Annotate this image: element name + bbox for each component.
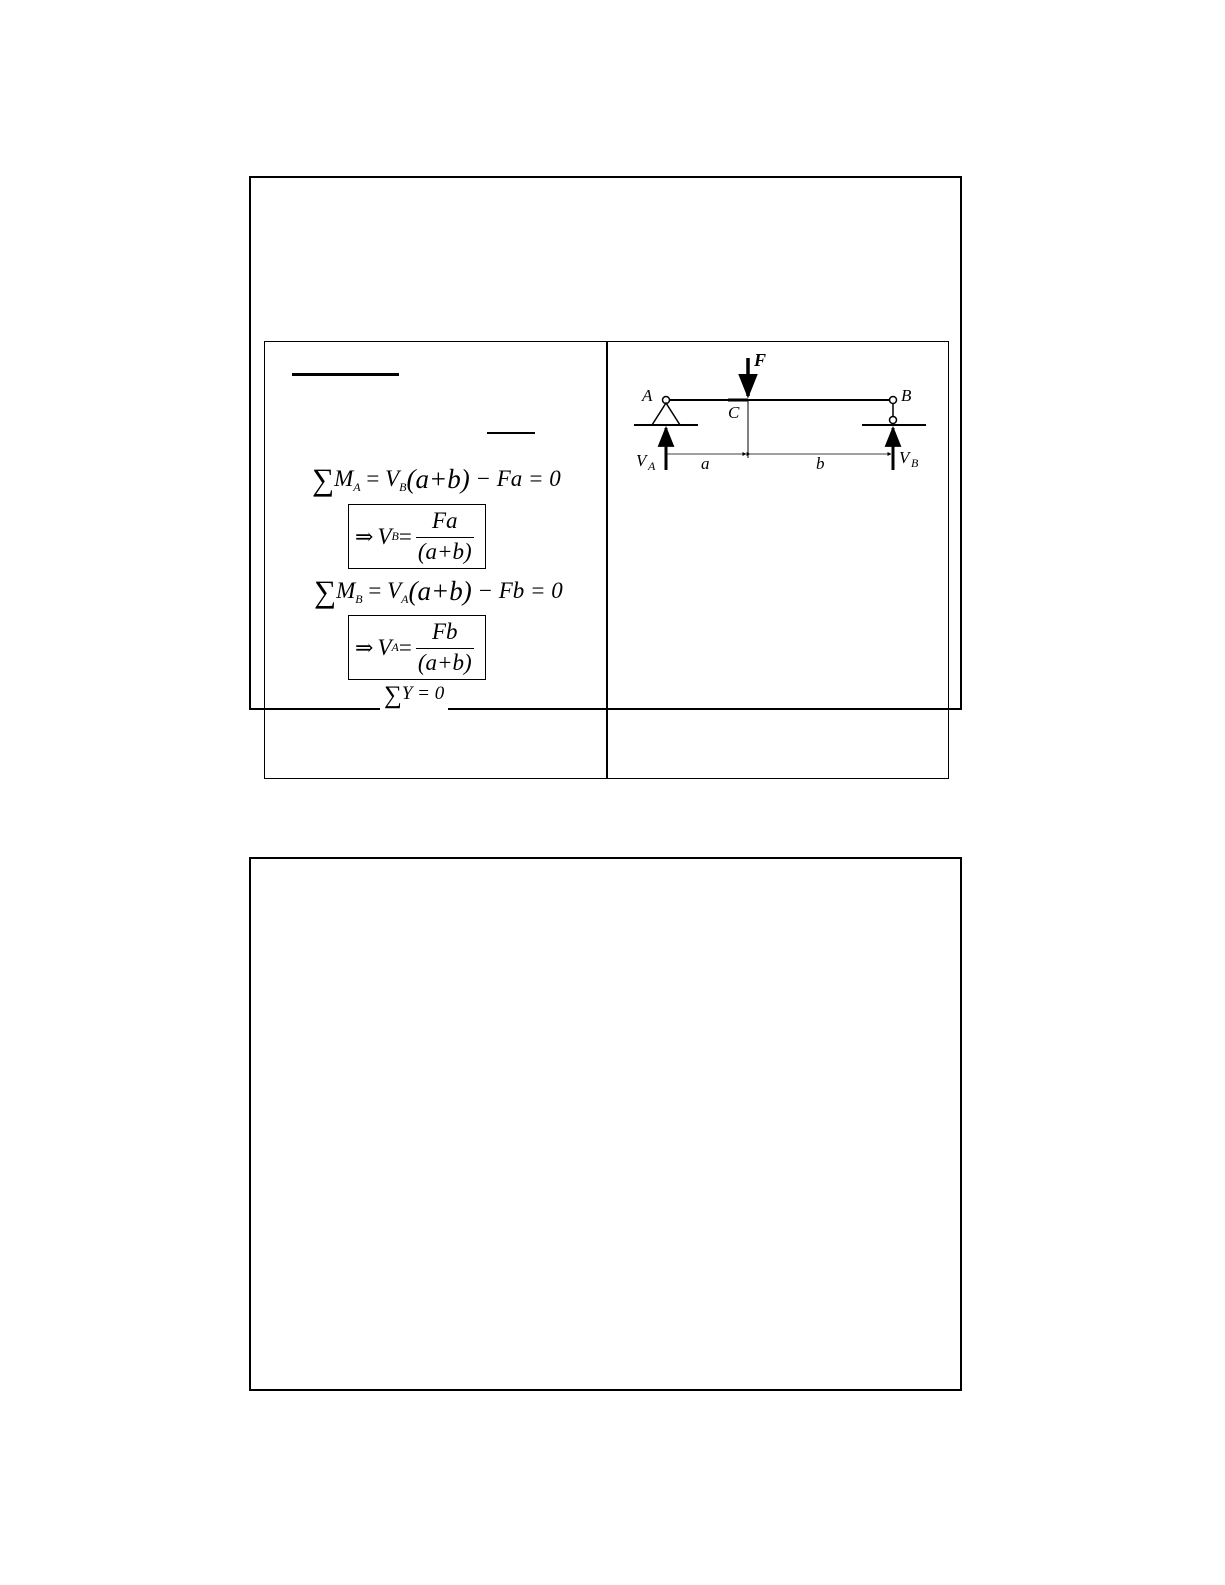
label-reaction-a-sub: A (648, 459, 656, 473)
slide-2-frame (249, 857, 962, 1391)
label-dim-b: b (816, 454, 825, 473)
pin-support-a (652, 403, 680, 425)
beam-diagram (620, 348, 940, 483)
label-force-f: F (754, 350, 767, 370)
pin-b-top (890, 397, 897, 404)
label-point-c: C (728, 403, 740, 422)
result-box-va: ⇒ V A = $\frac{Fb}{(a+b)}$ (348, 615, 486, 680)
table-divider (606, 341, 608, 779)
equation-sum-y: ∑Y = 0 (380, 682, 448, 710)
label-reaction-b: V (899, 448, 910, 467)
label-dim-a: a (701, 454, 710, 473)
label-reaction-a: V (636, 451, 647, 470)
subheading-underline (487, 432, 535, 434)
label-reaction-b-sub: B (911, 456, 919, 470)
heading-underline (292, 373, 399, 376)
label-point-a: A (642, 386, 653, 405)
equation-moment-b: $\sum M_B = V_A(a+b) - Fb = 0$ (314, 574, 563, 609)
equation-moment-a: $\sum M_A = V_B(a+b) - Fa = 0$ (312, 462, 561, 497)
pin-b-bottom (890, 417, 897, 424)
label-point-b: B (901, 386, 912, 405)
result-box-vb: ⇒ V B = $\frac{Fa}{(a+b)}$ (348, 504, 486, 569)
